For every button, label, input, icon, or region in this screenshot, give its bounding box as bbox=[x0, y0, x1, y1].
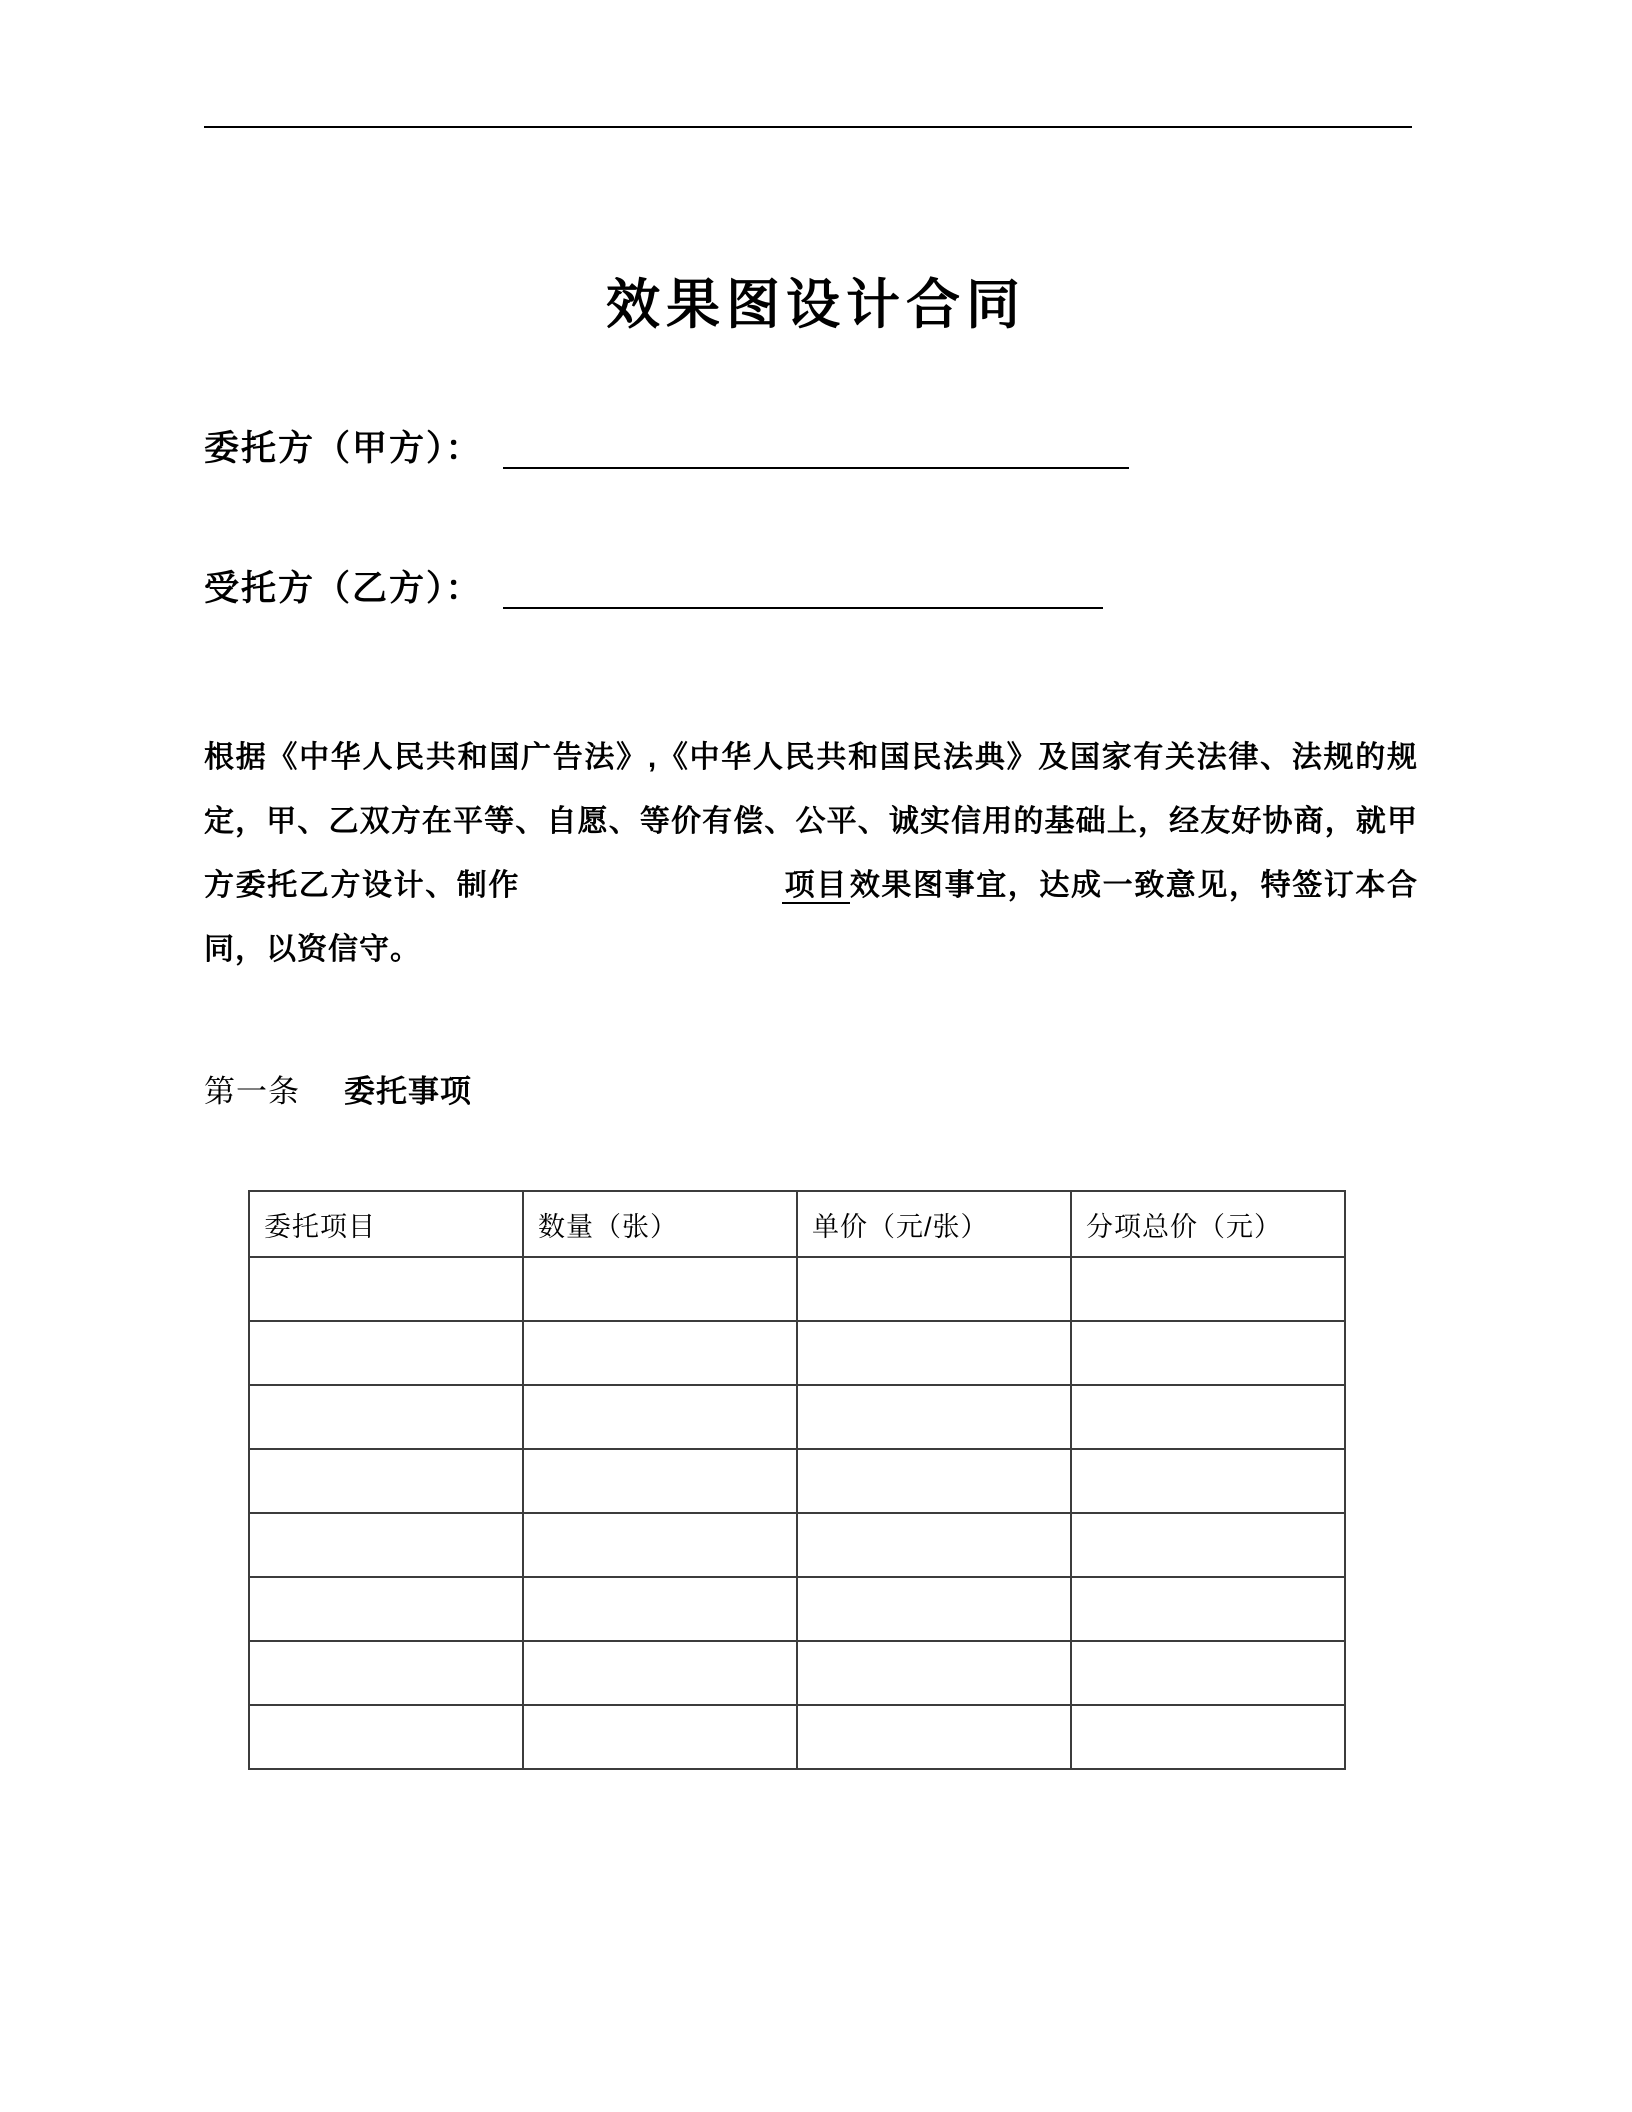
table-row bbox=[249, 1513, 1345, 1577]
table-header-cell: 分项总价（元） bbox=[1071, 1191, 1345, 1257]
section-title: 委托事项 bbox=[344, 1074, 472, 1109]
project-name-gap[interactable] bbox=[520, 894, 782, 895]
table-row bbox=[249, 1577, 1345, 1641]
table-cell[interactable] bbox=[249, 1513, 523, 1577]
table-cell[interactable] bbox=[523, 1513, 797, 1577]
table-row bbox=[249, 1385, 1345, 1449]
table-cell[interactable] bbox=[797, 1577, 1071, 1641]
table-row bbox=[249, 1705, 1345, 1769]
party-a-blank-field[interactable] bbox=[503, 431, 1129, 469]
table-cell[interactable] bbox=[1071, 1577, 1345, 1641]
table-cell[interactable] bbox=[523, 1705, 797, 1769]
table-cell[interactable] bbox=[249, 1577, 523, 1641]
party-b-row bbox=[204, 568, 1103, 610]
table-header-cell: 数量（张） bbox=[523, 1191, 797, 1257]
table-header-cell: 单价（元/张） bbox=[797, 1191, 1071, 1257]
table-cell[interactable] bbox=[1071, 1513, 1345, 1577]
project-name-blank[interactable]: 项目 bbox=[784, 869, 848, 902]
table-cell[interactable] bbox=[249, 1449, 523, 1513]
table-cell[interactable] bbox=[523, 1385, 797, 1449]
intro-paragraph bbox=[204, 726, 1418, 982]
header-rule bbox=[204, 126, 1412, 128]
table-cell[interactable] bbox=[1071, 1321, 1345, 1385]
commission-table-head bbox=[249, 1191, 1345, 1257]
table-row bbox=[249, 1257, 1345, 1321]
table-cell[interactable] bbox=[523, 1257, 797, 1321]
table-header-cell: 委托项目 bbox=[249, 1191, 523, 1257]
intro-text-before: 根据《中华人民共和国广告法》,《中华人民共和国民法典》及国家有关法律、法规的规定，甲、乙双方在平等、自愿、等价有偿、公平、诚实信用的基础上，经友好协商，就甲方委托乙方设计、制作 bbox=[204, 741, 1418, 902]
table-cell[interactable] bbox=[797, 1641, 1071, 1705]
table-cell[interactable] bbox=[1071, 1641, 1345, 1705]
table-cell[interactable] bbox=[1071, 1385, 1345, 1449]
table-cell[interactable] bbox=[797, 1385, 1071, 1449]
table-header-row bbox=[249, 1191, 1345, 1257]
party-a-row bbox=[204, 428, 1129, 470]
table-cell[interactable] bbox=[523, 1577, 797, 1641]
table-cell[interactable] bbox=[523, 1321, 797, 1385]
table-cell[interactable] bbox=[1071, 1705, 1345, 1769]
table-row bbox=[249, 1641, 1345, 1705]
table-cell[interactable] bbox=[249, 1321, 523, 1385]
table-cell[interactable] bbox=[249, 1257, 523, 1321]
table-cell[interactable] bbox=[523, 1449, 797, 1513]
table-cell[interactable] bbox=[797, 1705, 1071, 1769]
commission-table bbox=[248, 1190, 1346, 1770]
table-cell[interactable] bbox=[797, 1449, 1071, 1513]
table-cell[interactable] bbox=[797, 1321, 1071, 1385]
party-b-blank-field[interactable] bbox=[503, 571, 1103, 609]
intro-text-after: 效果图事宜，达成一致意见，特签订本合同，以资信守。 bbox=[204, 869, 1419, 966]
table-cell[interactable] bbox=[797, 1513, 1071, 1577]
table-cell[interactable] bbox=[249, 1641, 523, 1705]
section-heading bbox=[204, 1066, 472, 1111]
table-cell[interactable] bbox=[523, 1641, 797, 1705]
document-title: 效果图设计合同 bbox=[606, 275, 1026, 335]
party-b-label: 受托方（乙方）： bbox=[204, 569, 483, 608]
section-number: 第一条 bbox=[204, 1074, 300, 1109]
table-row bbox=[249, 1321, 1345, 1385]
table-cell[interactable] bbox=[1071, 1257, 1345, 1321]
table-row bbox=[249, 1449, 1345, 1513]
table-cell[interactable] bbox=[249, 1705, 523, 1769]
commission-table-body bbox=[249, 1257, 1345, 1769]
table-cell[interactable] bbox=[1071, 1449, 1345, 1513]
table-cell[interactable] bbox=[249, 1385, 523, 1449]
table-cell[interactable] bbox=[797, 1257, 1071, 1321]
party-a-label: 委托方（甲方）： bbox=[204, 429, 483, 468]
